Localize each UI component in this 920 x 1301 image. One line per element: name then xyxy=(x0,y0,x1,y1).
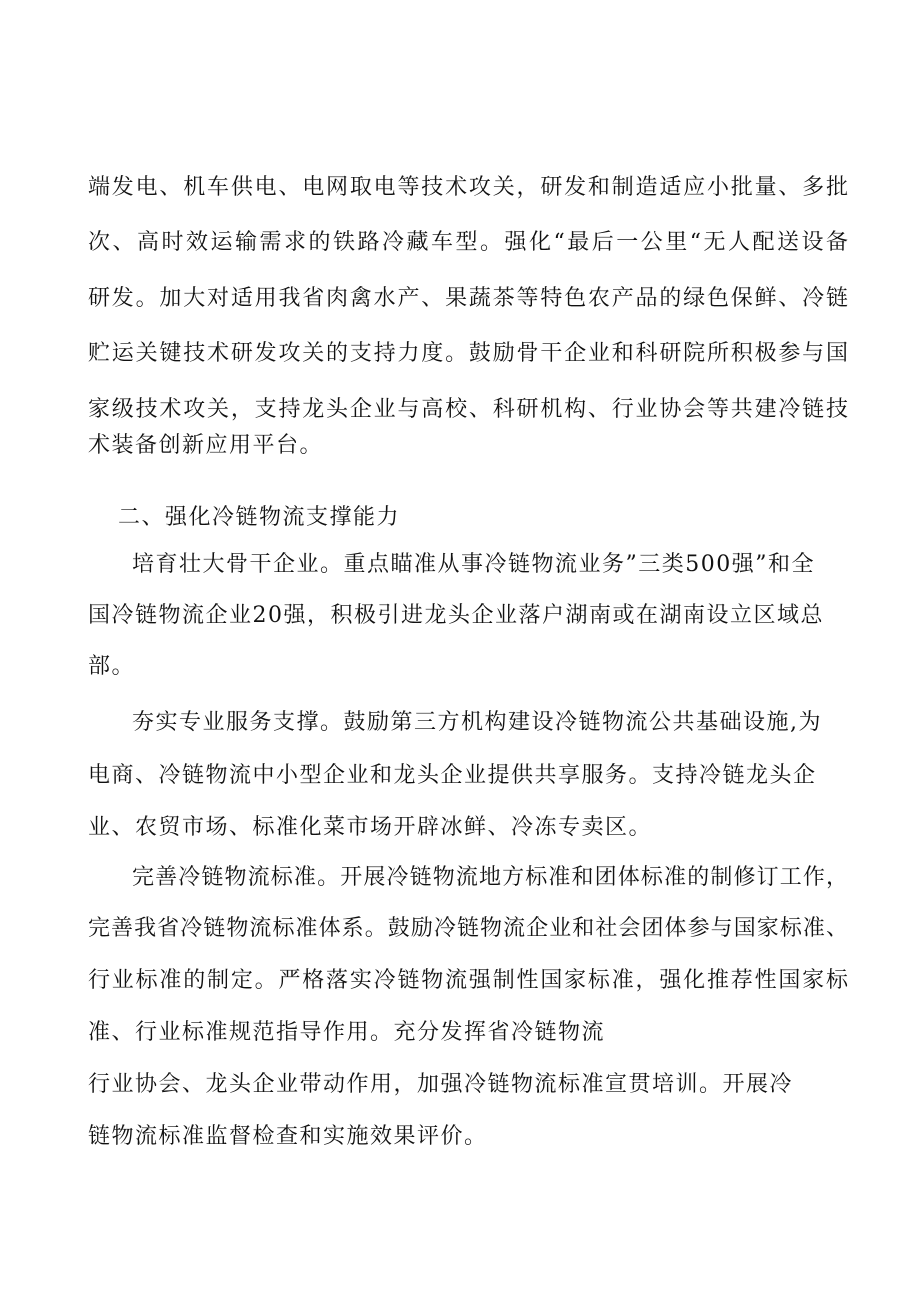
paragraph-2-line-1: 培育壮大骨干企业。重点瞄准从事冷链物流业务”三类500强”和全 xyxy=(132,552,815,577)
section-heading: 二、强化冷链物流支撑能力 xyxy=(118,505,401,530)
paragraph-3-line-2: 电商、冷链物流中小型企业和龙头企业提供共享服务。支持冷链龙头企 xyxy=(88,763,817,788)
paragraph-4-line-6: 链物流标准监督检查和实施效果评价。 xyxy=(88,1124,488,1149)
paragraph-4-line-4: 准、行业标准规范指导作用。充分发挥省冷链物流 xyxy=(88,1020,606,1045)
paragraph-4-line-2: 完善我省冷链物流标准体系。鼓励冷链物流企业和社会团体参与国家标准、 xyxy=(88,916,848,941)
paragraph-4-line-3: 行业标准的制定。严格落实冷链物流强制性国家标准，强化推荐性国家标 xyxy=(88,968,848,993)
paragraph-2-line-3: 部。 xyxy=(88,654,136,679)
paragraph-4-line-5: 行业协会、龙头企业带动作用，加强冷链物流标准宣贯培训。开展冷 xyxy=(88,1072,794,1097)
paragraph-4-line-1: 完善冷链物流标准。开展冷链物流地方标准和团体标准的制修订工作， xyxy=(132,865,848,890)
paragraph-1-line-2: 次、高时效运输需求的铁路冷藏车型。强化“最后一公里“无人配送设备 xyxy=(88,230,848,255)
paragraph-3-line-3: 业、农贸市场、标准化菜市场开辟冰鲜、冷冻专卖区。 xyxy=(88,815,653,840)
paragraph-1-line-1: 端发电、机车供电、电网取电等技术攻关，研发和制造适应小批量、多批 xyxy=(88,175,848,200)
paragraph-1-line-6: 术装备创新应用平台。 xyxy=(88,433,324,458)
paragraph-3-line-1: 夯实专业服务支撑。鼓励第三方机构建设冷链物流公共基础设施,为 xyxy=(132,710,822,735)
paragraph-1-line-3: 研发。加大对适用我省肉禽水产、果蔬茶等特色农产品的绿色保鲜、冷链 xyxy=(88,286,848,311)
paragraph-1-line-4: 贮运关键技术研发攻关的支持力度。鼓励骨干企业和科研院所积极参与国 xyxy=(88,341,848,366)
paragraph-2-line-2: 国冷链物流企业20强，积极引进龙头企业落户湖南或在湖南设立区域总 xyxy=(88,603,824,628)
paragraph-1-line-5: 家级技术攻关，支持龙头企业与高校、科研机构、行业协会等共建冷链技 xyxy=(88,397,848,422)
